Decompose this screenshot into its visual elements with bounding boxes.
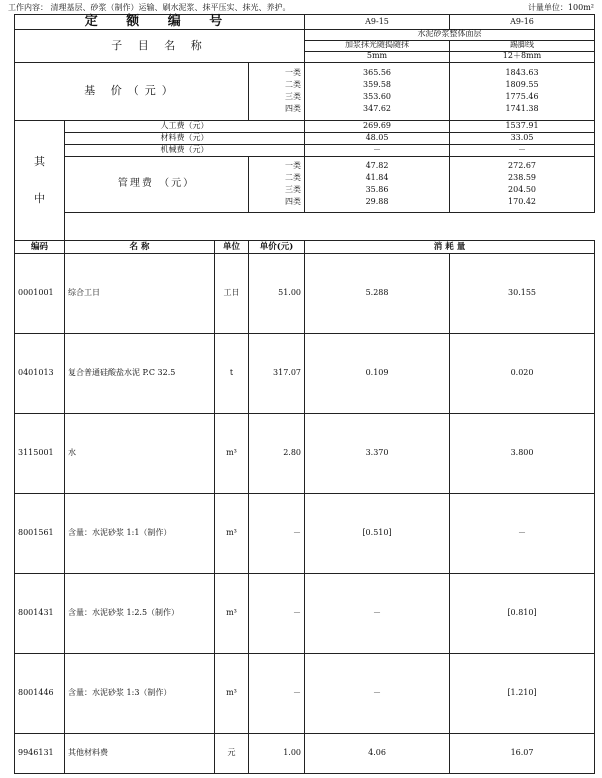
item-spec-2: 12＋8mm [450,51,595,62]
labor-value-1: 269.69 [305,120,450,132]
page-header [8,2,594,14]
quota-code-1: A9-15 [305,15,450,30]
col-price: 单价(元) [249,241,305,254]
measure-unit: 计量单位：100m² [527,3,594,12]
table-row: 0401013 复合普通硅酸盐水泥 P.C 32.5 t 317.07 0.109 0.020 [15,334,595,414]
material-value-1: 48.05 [305,132,450,144]
table-row: 3115001 水 m³ 2.80 3.370 3.800 [15,414,595,494]
table-row: 0001001 综合工日 工日 51.00 5.288 30.155 [15,254,595,334]
col-code: 编码 [15,241,65,254]
item-group: 水泥砂浆整体面层 [305,29,595,40]
mgmt-label: 管理费 （元） [65,156,249,212]
item-name-2: 踢脚线 [450,40,595,51]
mgmt-col-2: 272.67 238.59 204.50 170.42 [450,156,595,212]
base-price-label: 基 价（元） [15,62,249,120]
base-price-classes: 一类 二类 三类 四类 [249,62,305,120]
work-content: 工作内容： 清理基层、砂浆（制作）运输、刷水泥浆、抹平压实、抹光、养护。 [8,3,291,12]
quota-table [14,14,595,774]
material-value-2: 33.05 [450,132,595,144]
item-spec-1: 5mm [305,51,450,62]
col-unit: 单位 [215,241,249,254]
machine-value-1: － [305,144,450,156]
item-name-1: 加浆抹光随捣随抹 [305,40,450,51]
base-price-col-1: 365.56 359.58 353.60 347.62 [305,62,450,120]
machine-label: 机械费（元） [65,144,305,156]
mgmt-classes: 一类 二类 三类 四类 [249,156,305,212]
col-consumption: 消 耗 量 [305,241,595,254]
labor-label: 人工费（元） [65,120,305,132]
quota-code-2: A9-16 [450,15,595,30]
item-label: 子 目 名 称 [15,29,305,62]
among-label: 其 中 [15,120,65,240]
base-price-col-2: 1843.63 1809.55 1775.46 1741.38 [450,62,595,120]
table-row: 8001446 含量：水泥砂浆 1:3（制作） m³ － － [1.210] [15,654,595,734]
table-row: 9946131 其他材料费 元 1.00 4.06 16.07 [15,734,595,774]
quota-label: 定 额 编 号 [15,15,305,30]
material-label: 材料费（元） [65,132,305,144]
table-row: 8001431 含量：水泥砂浆 1:2.5（制作） m³ － － [0.810] [15,574,595,654]
col-name: 名 称 [65,241,215,254]
table-row: 8001561 含量：水泥砂浆 1:1（制作） m³ － [0.510] － [15,494,595,574]
machine-value-2: － [450,144,595,156]
labor-value-2: 1537.91 [450,120,595,132]
mgmt-col-1: 47.82 41.84 35.86 29.88 [305,156,450,212]
